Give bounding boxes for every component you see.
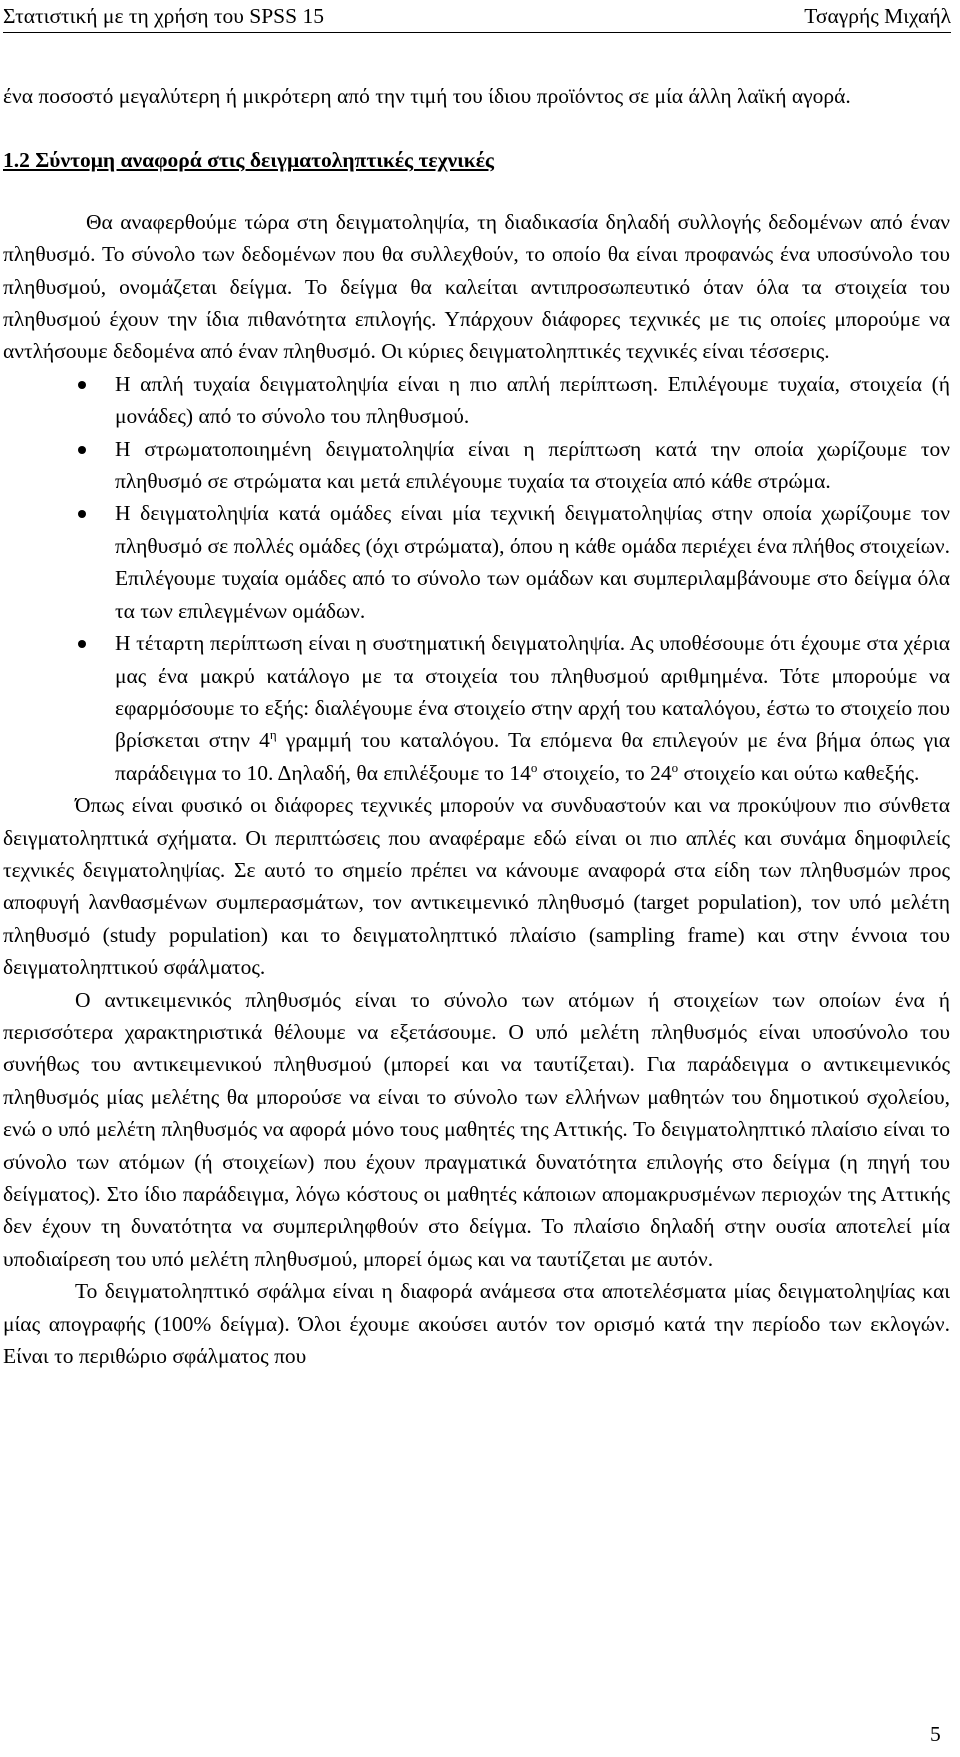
page-header	[3, 4, 951, 33]
page-number: 5	[930, 1722, 941, 1746]
superscript: ο	[530, 759, 538, 775]
bullet4-text-2: γραμμή του καταλόγου. Τα επόμενα θα επιλεγούν με ένα βήμα όπως για παράδειγμα το 10. Δηλαδή, θα επιλέξουμε το 14	[115, 728, 950, 785]
header-author: Τσαγρής Μιχαήλ	[804, 4, 951, 28]
body-paragraph: Το δειγματοληπτικό σφάλμα είναι η διαφορά ανάμεσα στα αποτελέσματα μίας δειγματοληψίας και μίας απογραφής (100% δείγμα). Όλοι έχουμε ακούσει αυτόν τον ορισμό κατά την περίοδο των εκλογών. Είναι το περιθώριο σφάλματος που	[3, 1279, 950, 1369]
list-item: Η απλή τυχαία δειγματοληψία είναι η πιο απλή περίπτωση. Επιλέγουμε τυχαία, στοιχεία (ή μονάδες) από το σύνολο του πληθυσμού.	[115, 368, 950, 433]
list-item: Η στρωματοποιημένη δειγματοληψία είναι η περίπτωση κατά την οποία χωρίζουμε τον πληθυσμό σε στρώματα και μετά επιλέγουμε τυχαία τα στοιχεία από κάθε στρώμα.	[115, 433, 950, 498]
intro-paragraph: ένα ποσοστό μεγαλύτερη ή μικρότερη από την τιμή του ίδιου προϊόντος σε μία άλλη λαϊκή αγορά.	[3, 84, 851, 108]
list-item	[115, 627, 950, 789]
section-intro-paragraph: Θα αναφερθούμε τώρα στη δειγματοληψία, τη διαδικασία δηλαδή συλλογής δεδομένων από έναν πληθυσμό. Το σύνολο των δεδομένων που θα συλλεχθούν, το οποίο θα είναι προφανώς ένα υποσύνολο του πληθυσμού, ονομάζεται δείγμα. Το δείγμα θα καλείται αντιπροσωπευτικό όταν όλα τα στοιχεία του πληθυσμού έχουν την ίδια πιθανότητα επιλογής. Υπάρχουν διάφορες τεχνικές με τις οποίες μπορούμε να αντλήσουμε δεδομένα από έναν πληθυσμό. Οι κύριες δειγματοληπτικές τεχνικές είναι τέσσερις.	[3, 209, 950, 364]
bullet4-text-1: Η τέταρτη περίπτωση είναι η συστηματική δειγματοληψία. Ας υποθέσουμε ότι έχουμε στα χέρια μας ένα μακρύ κατάλογο με τα στοιχεία του πληθυσμού αριθμημένα. Τότε μπορούμε να εφαρμόσουμε το εξής: διαλέγουμε ένα στοιχείο στην αρχή του καταλόγου, έστω το στοιχείο που βρίσκεται στην 4	[115, 631, 950, 753]
sampling-techniques-list	[3, 368, 950, 789]
list-item: Η δειγματοληψία κατά ομάδες είναι μία τεχνική δειγματοληψίας στην οποία χωρίζουμε τον πληθυσμό σε πολλές ομάδες (όχι στρώματα), όπου η κάθε ομάδα περιέχει ένα πλήθος στοιχείων. Επιλέγουμε τυχαία ομάδες από το σύνολο των ομάδων και συμπεριλαμβάνουμε στο δείγμα όλα τα των επιλεγμένων ομάδων.	[115, 497, 950, 627]
superscript: ο	[671, 759, 679, 775]
section-heading: 1.2 Σύντομη αναφορά στις δειγματοληπτικές τεχνικές	[3, 148, 494, 173]
body-paragraph: Ο αντικειμενικός πληθυσμός είναι το σύνολο των ατόμων ή στοιχείων των οποίων ένα ή περισσότερα χαρακτηριστικά θέλουμε να εξετάσουμε. Ο υπό μελέτη πληθυσμός είναι υποσύνολο του συνήθως του αντικειμενικού πληθυσμού (μπορεί και να ταυτίζεται). Για παράδειγμα ο αντικειμενικός πληθυσμός μίας μελέτης θα μπορούσε να είναι το σύνολο των ελλήνων μαθητών του δημοτικού σχολείου, ενώ ο υπό μελέτη πληθυσμός να αφορά μόνο τους μαθητές της Αττικής. Το δειγματοληπτικό πλαίσιο είναι το σύνολο των ατόμων (ή στοιχείων) που έχουν πραγματικά δυνατότητα επιλογής στο δείγμα (η πηγή του δείγματος). Στο ίδιο παράδειγμα, λόγω κόστους οι μαθητές κάποιων απομακρυσμένων περιοχών της Αττικής δεν έχουν τη δυνατότητα να συμπεριληφθούν στο δείγμα. Το πλαίσιο δηλαδή στην ουσία αποτελεί μία υποδιαίρεση του υπό μελέτη πληθυσμού, μπορεί όμως και να ταυτίζεται με αυτόν.	[3, 987, 950, 1271]
header-title: Στατιστική με τη χρήση του SPSS 15	[3, 4, 324, 28]
bullet4-text-3: στοιχείο, το 24	[537, 760, 672, 785]
superscript: η	[269, 727, 277, 743]
page-body	[3, 80, 950, 1372]
body-paragraph: Όπως είναι φυσικό οι διάφορες τεχνικές μπορούν να συνδυαστούν και να προκύψουν πιο σύνθετα δειγματοληπτικά σχήματα. Οι περιπτώσεις που αναφέραμε εδώ είναι οι πιο απλές και συνάμα δημοφιλείς τεχνικές δειγματοληψίας. Σε αυτό το σημείο πρέπει να κάνουμε αναφορά στα είδη των πληθυσμών προς αποφυγή λανθασμένων συμπερασμάτων, τον αντικειμενικό πληθυσμό (target population), τον υπό μελέτη πληθυσμό (study population) και το δειγματοληπτικό πλαίσιο (sampling frame) και στην έννοια του δειγματοληπτικού σφάλματος.	[3, 793, 950, 980]
bullet4-text-4: στοιχείο και ούτω καθεξής.	[678, 760, 920, 785]
